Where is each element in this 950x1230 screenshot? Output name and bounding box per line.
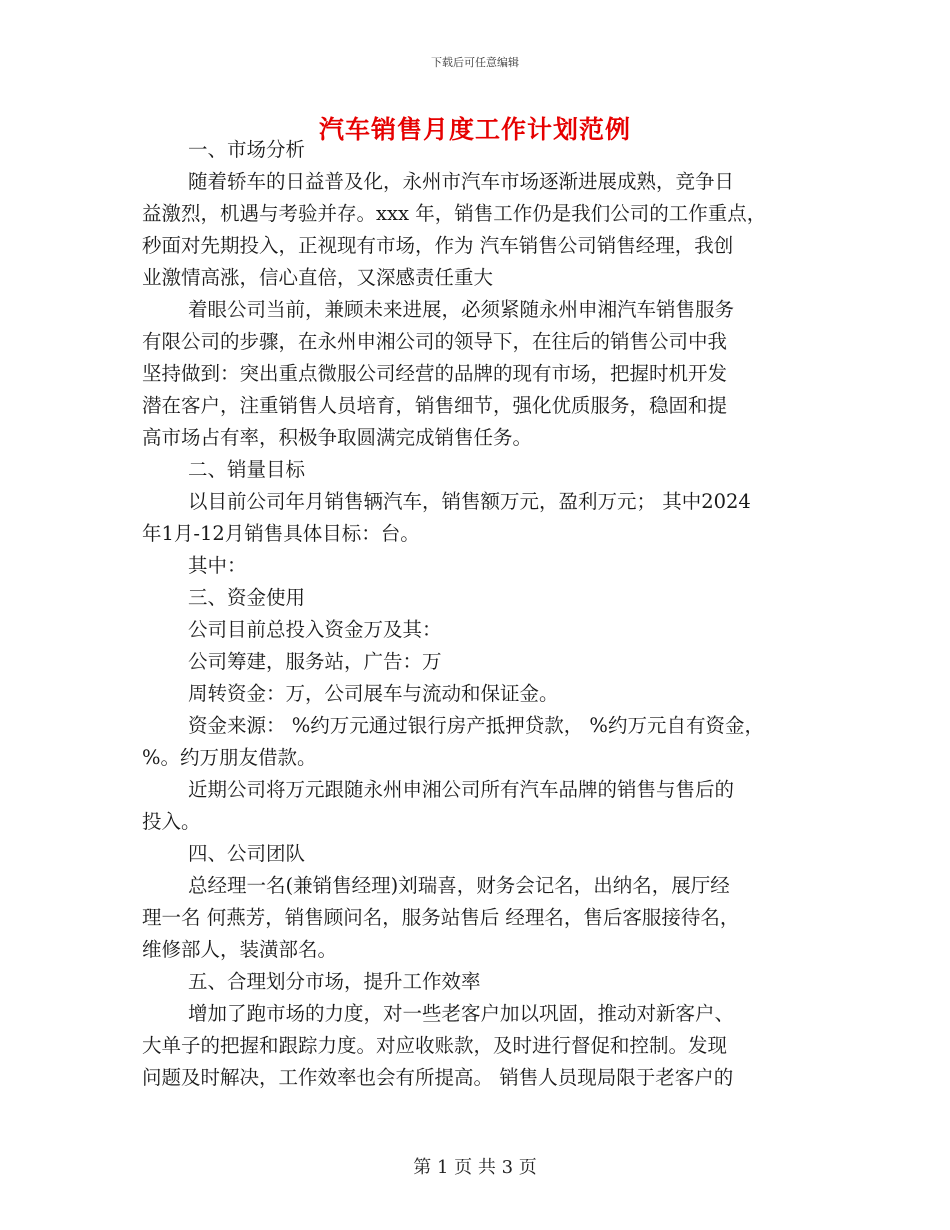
section-heading-sales-target: 二、销量目标 [188, 458, 306, 481]
section-heading-market-division: 五、合理划分市场，提升工作效率 [188, 970, 481, 993]
paragraph-line: 周转资金：万，公司展车与流动和保证金。 [188, 682, 559, 705]
paragraph-line: 其中： [188, 554, 247, 577]
paragraph-line: 问题及时解决，工作效率也会有所提高。 销售人员现局限于老客户的 [142, 1066, 734, 1089]
paragraph-line: 近期公司将万元跟随永州申湘公司所有汽车品牌的销售与售后的 [188, 778, 735, 801]
paragraph-line: %。约万朋友借款。 [142, 746, 317, 769]
paragraph-line: 公司目前总投入资金万及其： [188, 618, 442, 641]
paragraph-line: 增加了跑市场的力度，对一些老客户加以巩固，推动对新客户、 [188, 1002, 735, 1025]
section-heading-market-analysis: 一、市场分析 [188, 138, 306, 161]
paragraph-line: 大单子的把握和跟踪力度。对应收账款，及时进行督促和控制。发现 [142, 1034, 728, 1057]
paragraph-line: 年1月-12月销售具体目标：台。 [142, 522, 420, 545]
document-title: 汽车销售月度工作计划范例 [318, 115, 631, 144]
paragraph-line: 总经理一名(兼销售经理)刘瑞喜，财务会记名，出纳名，展厅经 [188, 874, 730, 897]
paragraph-line: 高市场占有率，积极争取圆满完成销售任务。 [142, 426, 533, 449]
paragraph-line: 维修部人，装潢部名。 [142, 938, 338, 961]
paragraph-line: 坚持做到：突出重点微服公司经营的品牌的现有市场，把握时机开发 [142, 362, 728, 385]
paragraph-line: 理一名 何燕芳，销售顾问名，服务站售后 经理名，售后客服接待名， [142, 906, 740, 929]
paragraph-line: 资金来源： %约万元通过银行房产抵押贷款， %约万元自有资金， [188, 714, 764, 737]
section-heading-company-team: 四、公司团队 [188, 842, 306, 865]
paragraph-line: 以目前公司年月销售辆汽车，销售额万元，盈利万元； 其中2024 [188, 490, 751, 513]
paragraph-line: 秒面对先期投入，正视现有市场，作为 汽车销售公司销售经理，我创 [142, 234, 734, 257]
paragraph-line: 随着轿车的日益普及化，永州市汽车市场逐渐进展成熟，竞争日 [188, 170, 735, 193]
document-body [142, 134, 822, 1094]
paragraph-line: 业激情高涨，信心直倍，又深感责任重大 [142, 266, 494, 289]
paragraph-line: 公司筹建，服务站，广告：万 [188, 650, 442, 673]
paragraph-line: 投入。 [142, 810, 201, 833]
paragraph-line: 益激烈，机遇与考验并存。xxx 年，销售工作仍是我们公司的工作重点， [142, 202, 767, 225]
section-heading-fund-usage: 三、资金使用 [188, 586, 306, 609]
header-note: 下载后可任意编辑 [431, 56, 519, 69]
page-footer: 第 1 页 共 3 页 [413, 1157, 537, 1178]
paragraph-line: 着眼公司当前，兼顾未来进展，必须紧随永州申湘汽车销售服务 [188, 298, 735, 321]
paragraph-line: 潜在客户，注重销售人员培育，销售细节，强化优质服务，稳固和提 [142, 394, 728, 417]
paragraph-line: 有限公司的步骤，在永州申湘公司的领导下，在往后的销售公司中我 [142, 330, 728, 353]
